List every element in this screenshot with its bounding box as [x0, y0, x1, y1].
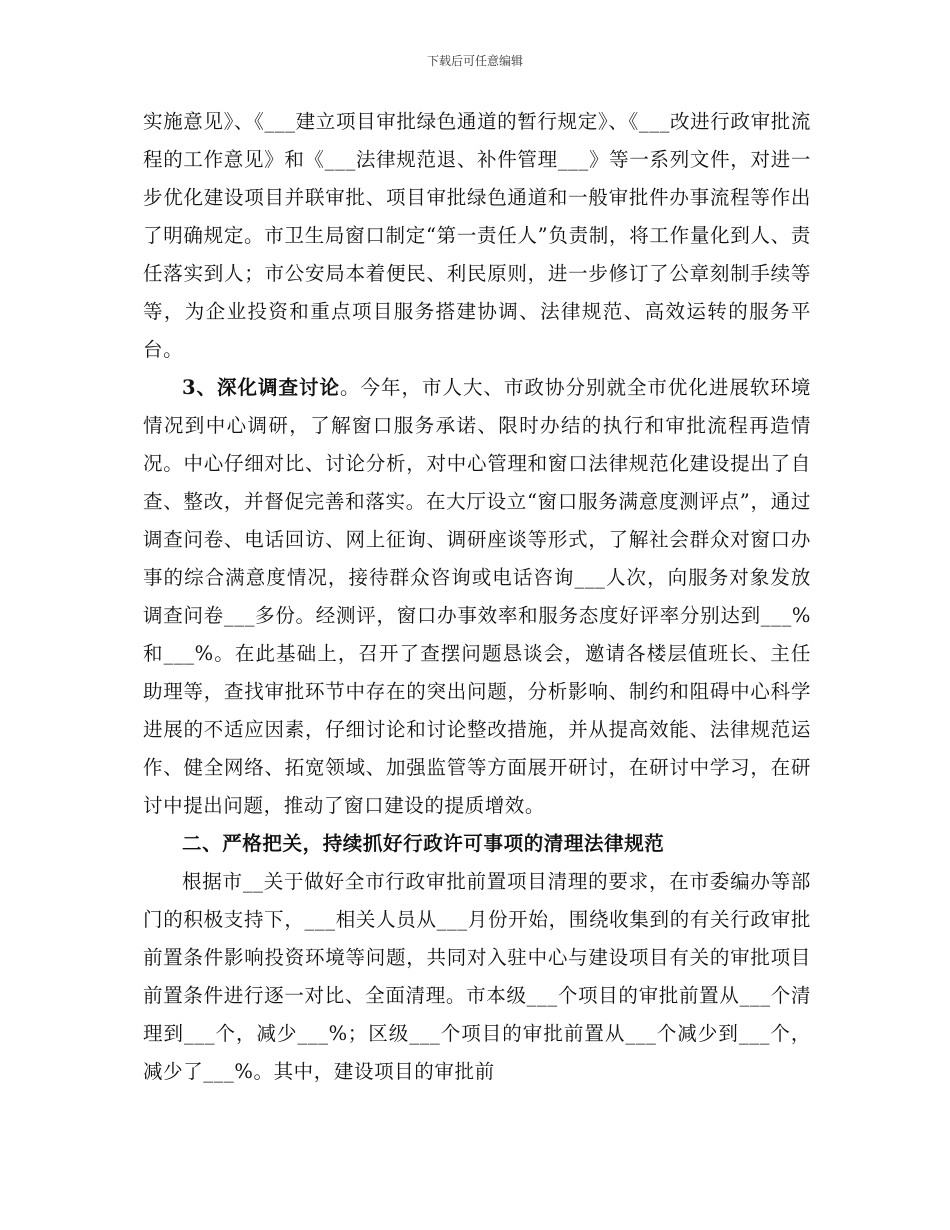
- page-header: 下载后可任意编辑: [426, 54, 523, 68]
- paragraph-3: 根据市__关于做好全市行政审批前置项目清理的要求，在市委编办等部门的积极支持下，___相关人员从___月份开始，围绕收集到的有关行政审批前置条件影响投资环境等问题，共同对入驻中心与建设项目有关的审批项目前置条件进行逐一对比、全面清理。市本级___个项目的审批前置从___个清理到___个，减少___%；区级___个项目的审批前置从___个减少到___个，减少了___%。其中，建设项目的审批前: [143, 870, 811, 1083]
- paragraph-2: [143, 369, 811, 825]
- section-heading: 二、严格把关，持续抓好行政许可事项的清理法律规范: [182, 832, 665, 855]
- section-3-lead: 3、深化调查讨论: [182, 376, 341, 399]
- document-body: [143, 103, 811, 1091]
- paragraph-2-text: 。今年，市人大、市政协分别就全市优化进展软环境情况到中心调研，了解窗口服务承诺、限时办结的执行和审批流程再造情况。中心仔细对比、讨论分析，对中心管理和窗口法律规范化建设提出了自查、整改，并督促完善和落实。在大厅设立“窗口服务满意度测评点”，通过调查问卷、电话回访、网上征询、调研座谈等形式，了解社会群众对窗口办事的综合满意度情况，接待群众咨询或电话咨询___人次，向服务对象发放调查问卷___多份。经测评，窗口办事效率和服务态度好评率分别达到___%和___%。在此基础上，召开了查摆问题恳谈会，邀请各楼层值班长、主任助理等，查找审批环节中存在的突出问题，分析影响、制约和阻碍中心科学进展的不适应因素，仔细讨论和讨论整改措施，并从提高效能、法律规范运作、健全网络、拓宽领域、加强监管等方面展开研讨，在研讨中学习，在研讨中提出问题，推动了窗口建设的提质增效。: [143, 376, 811, 817]
- paragraph-1: 实施意见》、《___建立项目审批绿色通道的暂行规定》、《___改进行政审批流程的工作意见》和《___法律规范退、补件管理___》等一系列文件，对进一步优化建设项目并联审批、项目审批绿色通道和一般审批件办事流程等作出了明确规定。市卫生局窗口制定“第一责任人”负责制，将工作量化到人、责任落实到人；市公安局本着便民、利民原则，进一步修订了公章刻制手续等等，为企业投资和重点项目服务搭建协调、法律规范、高效运转的服务平台。: [143, 110, 811, 361]
